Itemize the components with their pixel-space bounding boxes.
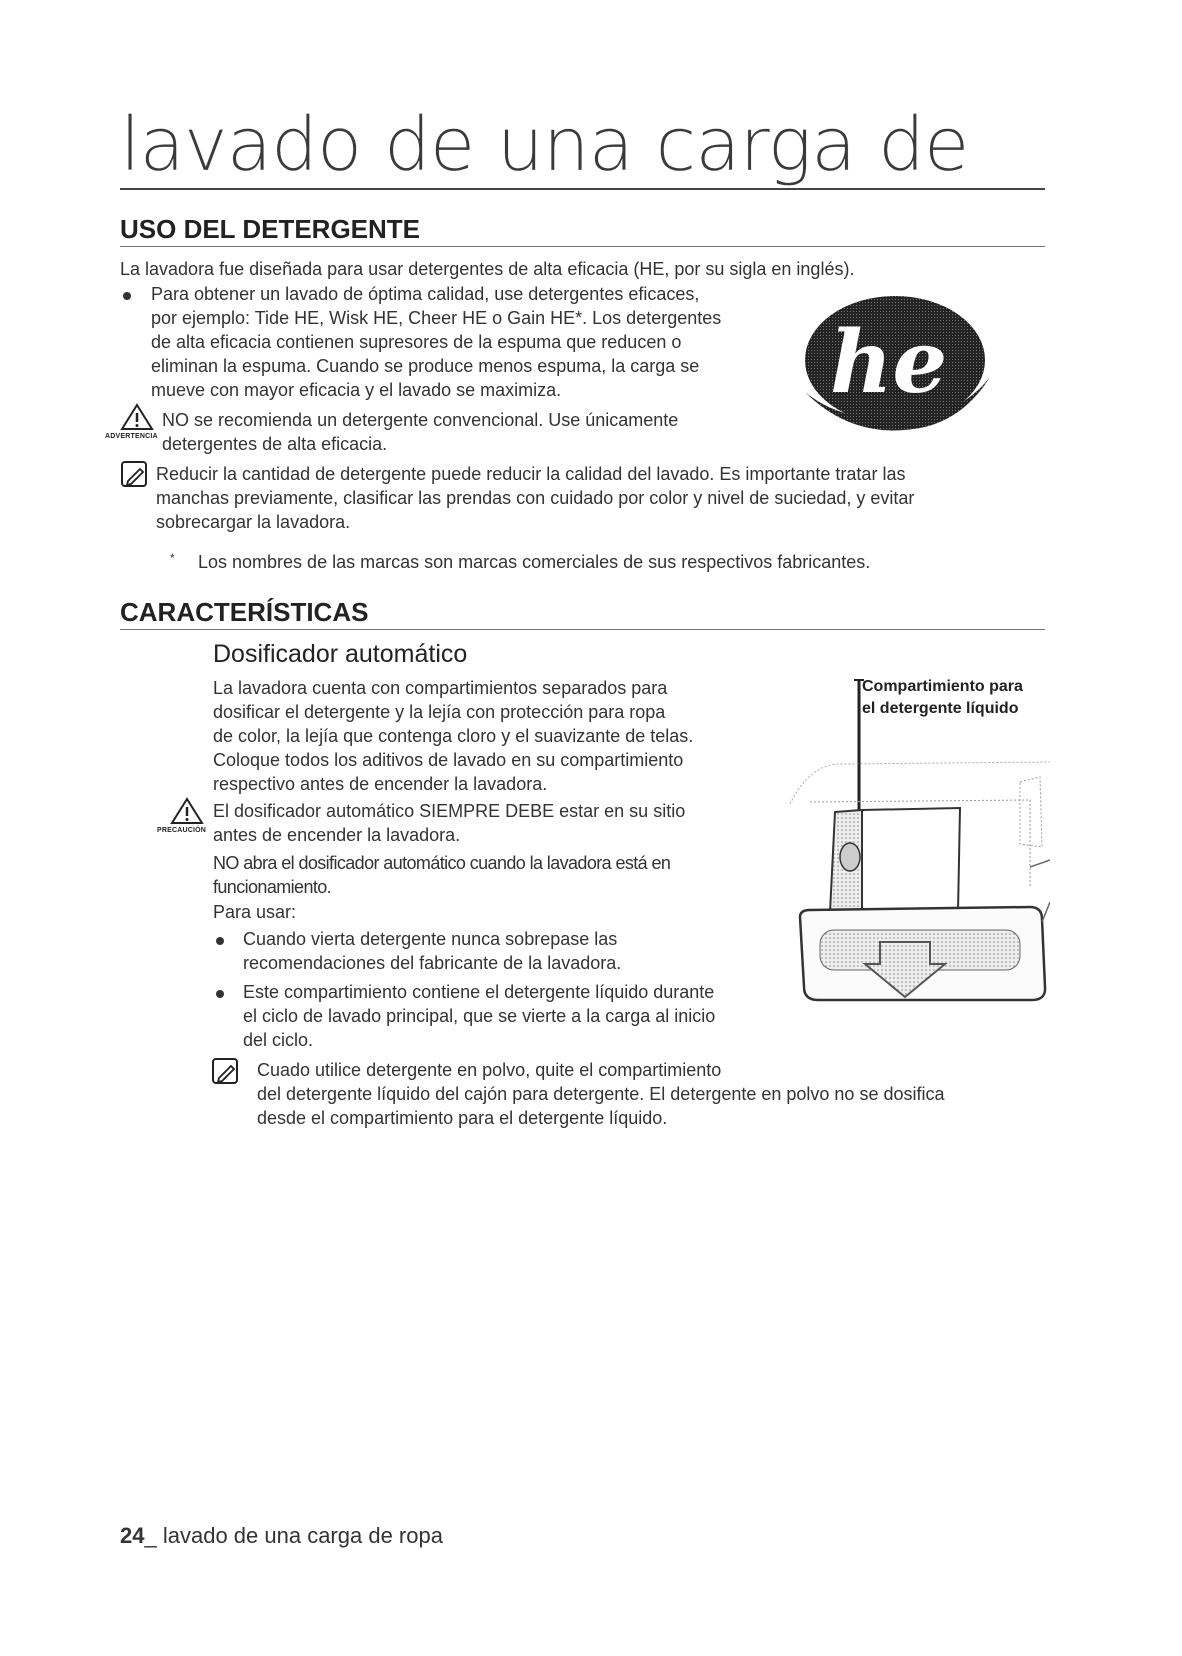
text-line: recomendaciones del fabricante de la lavadora. — [243, 953, 622, 973]
dispenser-illustration — [780, 672, 1050, 1060]
section1-intro: La lavadora fue diseñada para usar detergentes de alta eficacia (HE, por su sigla en inglés). — [120, 259, 855, 279]
page-number: 24 — [120, 1523, 145, 1548]
note-icon — [211, 1057, 241, 1087]
para-usar: Para usar: — [213, 902, 297, 922]
text-line: de color, la lejía que contenga cloro y el suavizante de telas. — [213, 726, 694, 746]
text-line: Reducir la cantidad de detergente puede reducir la calidad del lavado. Es importante tratar las — [156, 464, 906, 484]
footer-text: lavado de una carga de ropa — [156, 1523, 443, 1548]
footnote: Los nombres de las marcas son marcas comerciales de sus respectivos fabricantes. — [198, 552, 871, 572]
caution-icon — [170, 797, 204, 825]
text-line: respectivo antes de encender la lavadora. — [213, 774, 548, 794]
text-line: mueve con mayor eficacia y el lavado se maximiza. — [151, 380, 562, 400]
section2-bullet1 — [243, 927, 621, 975]
he-logo-icon — [795, 292, 995, 444]
note-icon — [120, 460, 150, 490]
text-line: Para obtener un lavado de óptima calidad, use detergentes eficaces, — [151, 284, 700, 304]
footer-separator: _ — [144, 1523, 157, 1548]
text-line: dosificar el detergente y la lejía con protección para ropa — [213, 702, 666, 722]
bullet-icon — [216, 990, 224, 998]
text-line: del ciclo. — [243, 1030, 314, 1050]
text-line: eliminan la espuma. Cuando se produce menos espuma, la carga se — [151, 356, 700, 376]
bullet-icon — [216, 937, 224, 945]
warning-label: ADVERTENCIA — [105, 433, 158, 440]
section-heading-caracteristicas: CARACTERÍSTICAS — [120, 597, 1045, 630]
text-line: por ejemplo: Tide HE, Wisk HE, Cheer HE o Gain HE*. Los detergentes — [151, 308, 722, 328]
caution-text-line2: antes de encender la lavadora. — [213, 825, 461, 845]
text-line: Cuando vierta detergente nunca sobrepase las — [243, 929, 618, 949]
bullet-icon — [123, 292, 131, 300]
text-line: del detergente líquido del cajón para detergente. El detergente en polvo no se dosifica — [257, 1084, 945, 1104]
text-line: Este compartimiento contiene el detergente líquido durante — [243, 982, 715, 1002]
caution-extra — [213, 851, 670, 899]
section1-note — [156, 462, 914, 534]
text-line: el ciclo de lavado principal, que se vierte a la carga al inicio — [243, 1006, 716, 1026]
footnote-mark: * — [170, 551, 175, 565]
subheading-dosificador: Dosificador automático — [213, 640, 468, 668]
callout-line: el detergente líquido — [862, 700, 1019, 717]
text-line: NO abra el dosificador automático cuando la lavadora está en — [213, 853, 671, 873]
text-line: manchas previamente, clasificar las prendas con cuidado por color y nivel de suciedad, y evitar — [156, 488, 915, 508]
text-line: de alta eficacia contienen supresores de la espuma que reducen o — [151, 332, 682, 352]
text-line: Cuado utilice detergente en polvo, quite el compartimiento — [257, 1060, 722, 1080]
section-heading-uso-detergente: USO DEL DETERGENTE — [120, 214, 1045, 247]
text-line: La lavadora cuenta con compartimientos separados para — [213, 678, 668, 698]
section1-bullet — [151, 282, 791, 402]
text-line: sobrecargar la lavadora. — [156, 512, 351, 532]
warning-icon — [120, 403, 154, 431]
section2-intro — [213, 676, 693, 796]
text-line: Coloque todos los aditivos de lavado en su compartimiento — [213, 750, 684, 770]
he-logo — [795, 292, 995, 444]
caution-text-line1: El dosificador automático SIEMPRE DEBE estar en su sitio — [213, 801, 686, 821]
text-line: funcionamiento. — [213, 877, 332, 897]
section2-bullet2 — [243, 980, 715, 1052]
callout-line: Compartimiento para — [862, 678, 1023, 695]
warning-text-line2: detergentes de alta eficacia. — [162, 434, 388, 454]
page-title: lavado de una carga de — [120, 100, 1045, 190]
text-line: desde el compartimiento para el detergente líquido. — [257, 1108, 668, 1128]
section2-note — [257, 1058, 945, 1130]
warning-text-line1: NO se recomienda un detergente convencional. Use únicamente — [162, 410, 679, 430]
page-footer — [120, 1523, 443, 1549]
he-logo-text: he — [830, 312, 948, 413]
caution-label: PRECAUCIÓN — [157, 827, 207, 834]
